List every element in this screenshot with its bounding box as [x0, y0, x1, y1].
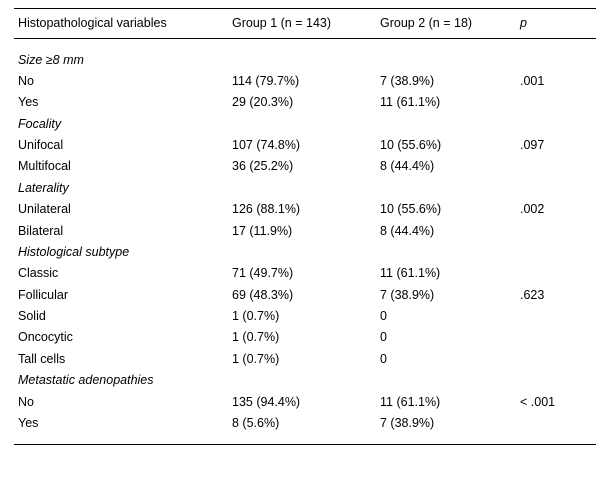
row-group2-value: 8 (44.4%) — [380, 223, 435, 238]
row-pvalue — [516, 412, 596, 433]
column-header-variables: Histopathological variables — [18, 16, 167, 30]
row-pvalue — [516, 263, 596, 284]
column-header-group1: Group 1 (n = 143) — [232, 16, 332, 30]
row-label: Tall cells — [18, 351, 66, 366]
table-footer-rule — [14, 444, 596, 452]
empty-cell — [376, 113, 516, 134]
empty-cell — [228, 49, 376, 70]
section-header-row — [14, 177, 596, 198]
table-row — [14, 156, 596, 177]
row-pvalue: .623 — [520, 287, 545, 302]
table-row — [14, 412, 596, 433]
empty-cell — [516, 49, 596, 70]
row-group1-value: 1 (0.7%) — [232, 330, 280, 345]
row-group2-value: 10 (55.6%) — [380, 202, 442, 217]
row-group1-value: 17 (11.9%) — [232, 223, 293, 238]
row-pvalue — [516, 327, 596, 348]
histopathological-variables-table — [14, 8, 596, 452]
row-pvalue — [516, 156, 596, 177]
empty-cell — [516, 241, 596, 262]
empty-cell — [516, 370, 596, 391]
row-group1-value: 29 (20.3%) — [232, 95, 294, 110]
empty-cell — [228, 113, 376, 134]
row-label: Classic — [18, 266, 59, 281]
row-label: No — [18, 73, 34, 88]
column-header-pvalue: p — [520, 16, 527, 30]
row-group2-value: 11 (61.1%) — [380, 266, 441, 281]
table-row — [14, 263, 596, 284]
row-pvalue: .097 — [520, 138, 545, 152]
row-pvalue — [516, 348, 596, 369]
section-label: Laterality — [18, 180, 69, 195]
empty-cell — [376, 177, 516, 198]
table-row — [14, 348, 596, 369]
section-header-row — [14, 49, 596, 70]
row-group1-value: 1 (0.7%) — [232, 309, 280, 323]
table-header — [14, 9, 596, 39]
section-label: Size ≥8 mm — [18, 52, 84, 67]
table-row — [14, 135, 596, 156]
row-group1-value: 36 (25.2%) — [232, 159, 294, 174]
empty-cell — [228, 241, 376, 262]
row-label: Follicular — [18, 287, 69, 302]
row-label: Yes — [18, 95, 39, 110]
row-label: Unifocal — [18, 138, 64, 152]
empty-cell — [516, 177, 596, 198]
row-group2-value: 11 (61.1%) — [380, 95, 441, 110]
table-row — [14, 92, 596, 113]
row-label: Multifocal — [18, 159, 71, 174]
table-row — [14, 220, 596, 241]
bottom-rule — [14, 444, 596, 452]
row-label: Solid — [18, 309, 46, 323]
row-label: Oncocytic — [18, 330, 73, 345]
row-group2-value: 7 (38.9%) — [380, 73, 435, 88]
row-group1-value: 135 (94.4%) — [232, 394, 301, 409]
empty-cell — [228, 370, 376, 391]
empty-cell — [516, 113, 596, 134]
row-pvalue: < .001 — [520, 394, 556, 409]
spacer — [14, 39, 596, 50]
row-label: Yes — [18, 415, 39, 430]
row-group1-value: 69 (48.3%) — [232, 287, 294, 302]
row-group1-value: 1 (0.7%) — [232, 351, 280, 366]
row-group2-value: 0 — [380, 330, 387, 345]
row-pvalue: .002 — [520, 202, 545, 217]
table-row — [14, 327, 596, 348]
empty-cell — [376, 241, 516, 262]
row-group2-value: 7 (38.9%) — [380, 415, 435, 430]
row-group2-value: 11 (61.1%) — [380, 394, 441, 409]
row-group2-value: 0 — [380, 309, 387, 323]
row-group1-value: 114 (79.7%) — [232, 73, 300, 88]
empty-cell — [376, 370, 516, 391]
section-label: Metastatic adenopathies — [18, 373, 154, 388]
section-header-row — [14, 113, 596, 134]
section-label: Histological subtype — [18, 244, 130, 259]
row-group1-value: 126 (88.1%) — [232, 202, 301, 217]
spacer — [14, 434, 596, 445]
row-group2-value: 10 (55.6%) — [380, 138, 442, 152]
row-group2-value: 8 (44.4%) — [380, 159, 435, 174]
section-label: Focality — [18, 116, 62, 131]
row-pvalue — [516, 306, 596, 327]
row-label: Unilateral — [18, 202, 71, 217]
row-pvalue: .001 — [520, 73, 545, 88]
table-row — [14, 199, 596, 220]
table-body — [14, 39, 596, 445]
row-group2-value: 0 — [380, 351, 387, 366]
empty-cell — [376, 49, 516, 70]
table-row — [14, 391, 596, 412]
row-group2-value: 7 (38.9%) — [380, 287, 435, 302]
row-label: No — [18, 394, 34, 409]
row-group1-value: 107 (74.8%) — [232, 138, 301, 152]
table-row — [14, 284, 596, 305]
row-pvalue — [516, 92, 596, 113]
row-group1-value: 71 (49.7%) — [232, 266, 294, 281]
empty-cell — [228, 177, 376, 198]
row-label: Bilateral — [18, 223, 64, 238]
row-pvalue — [516, 220, 596, 241]
row-group1-value: 8 (5.6%) — [232, 415, 280, 430]
column-header-group2: Group 2 (n = 18) — [380, 16, 473, 30]
section-header-row — [14, 370, 596, 391]
table-row — [14, 70, 596, 91]
section-header-row — [14, 241, 596, 262]
table-row — [14, 306, 596, 327]
